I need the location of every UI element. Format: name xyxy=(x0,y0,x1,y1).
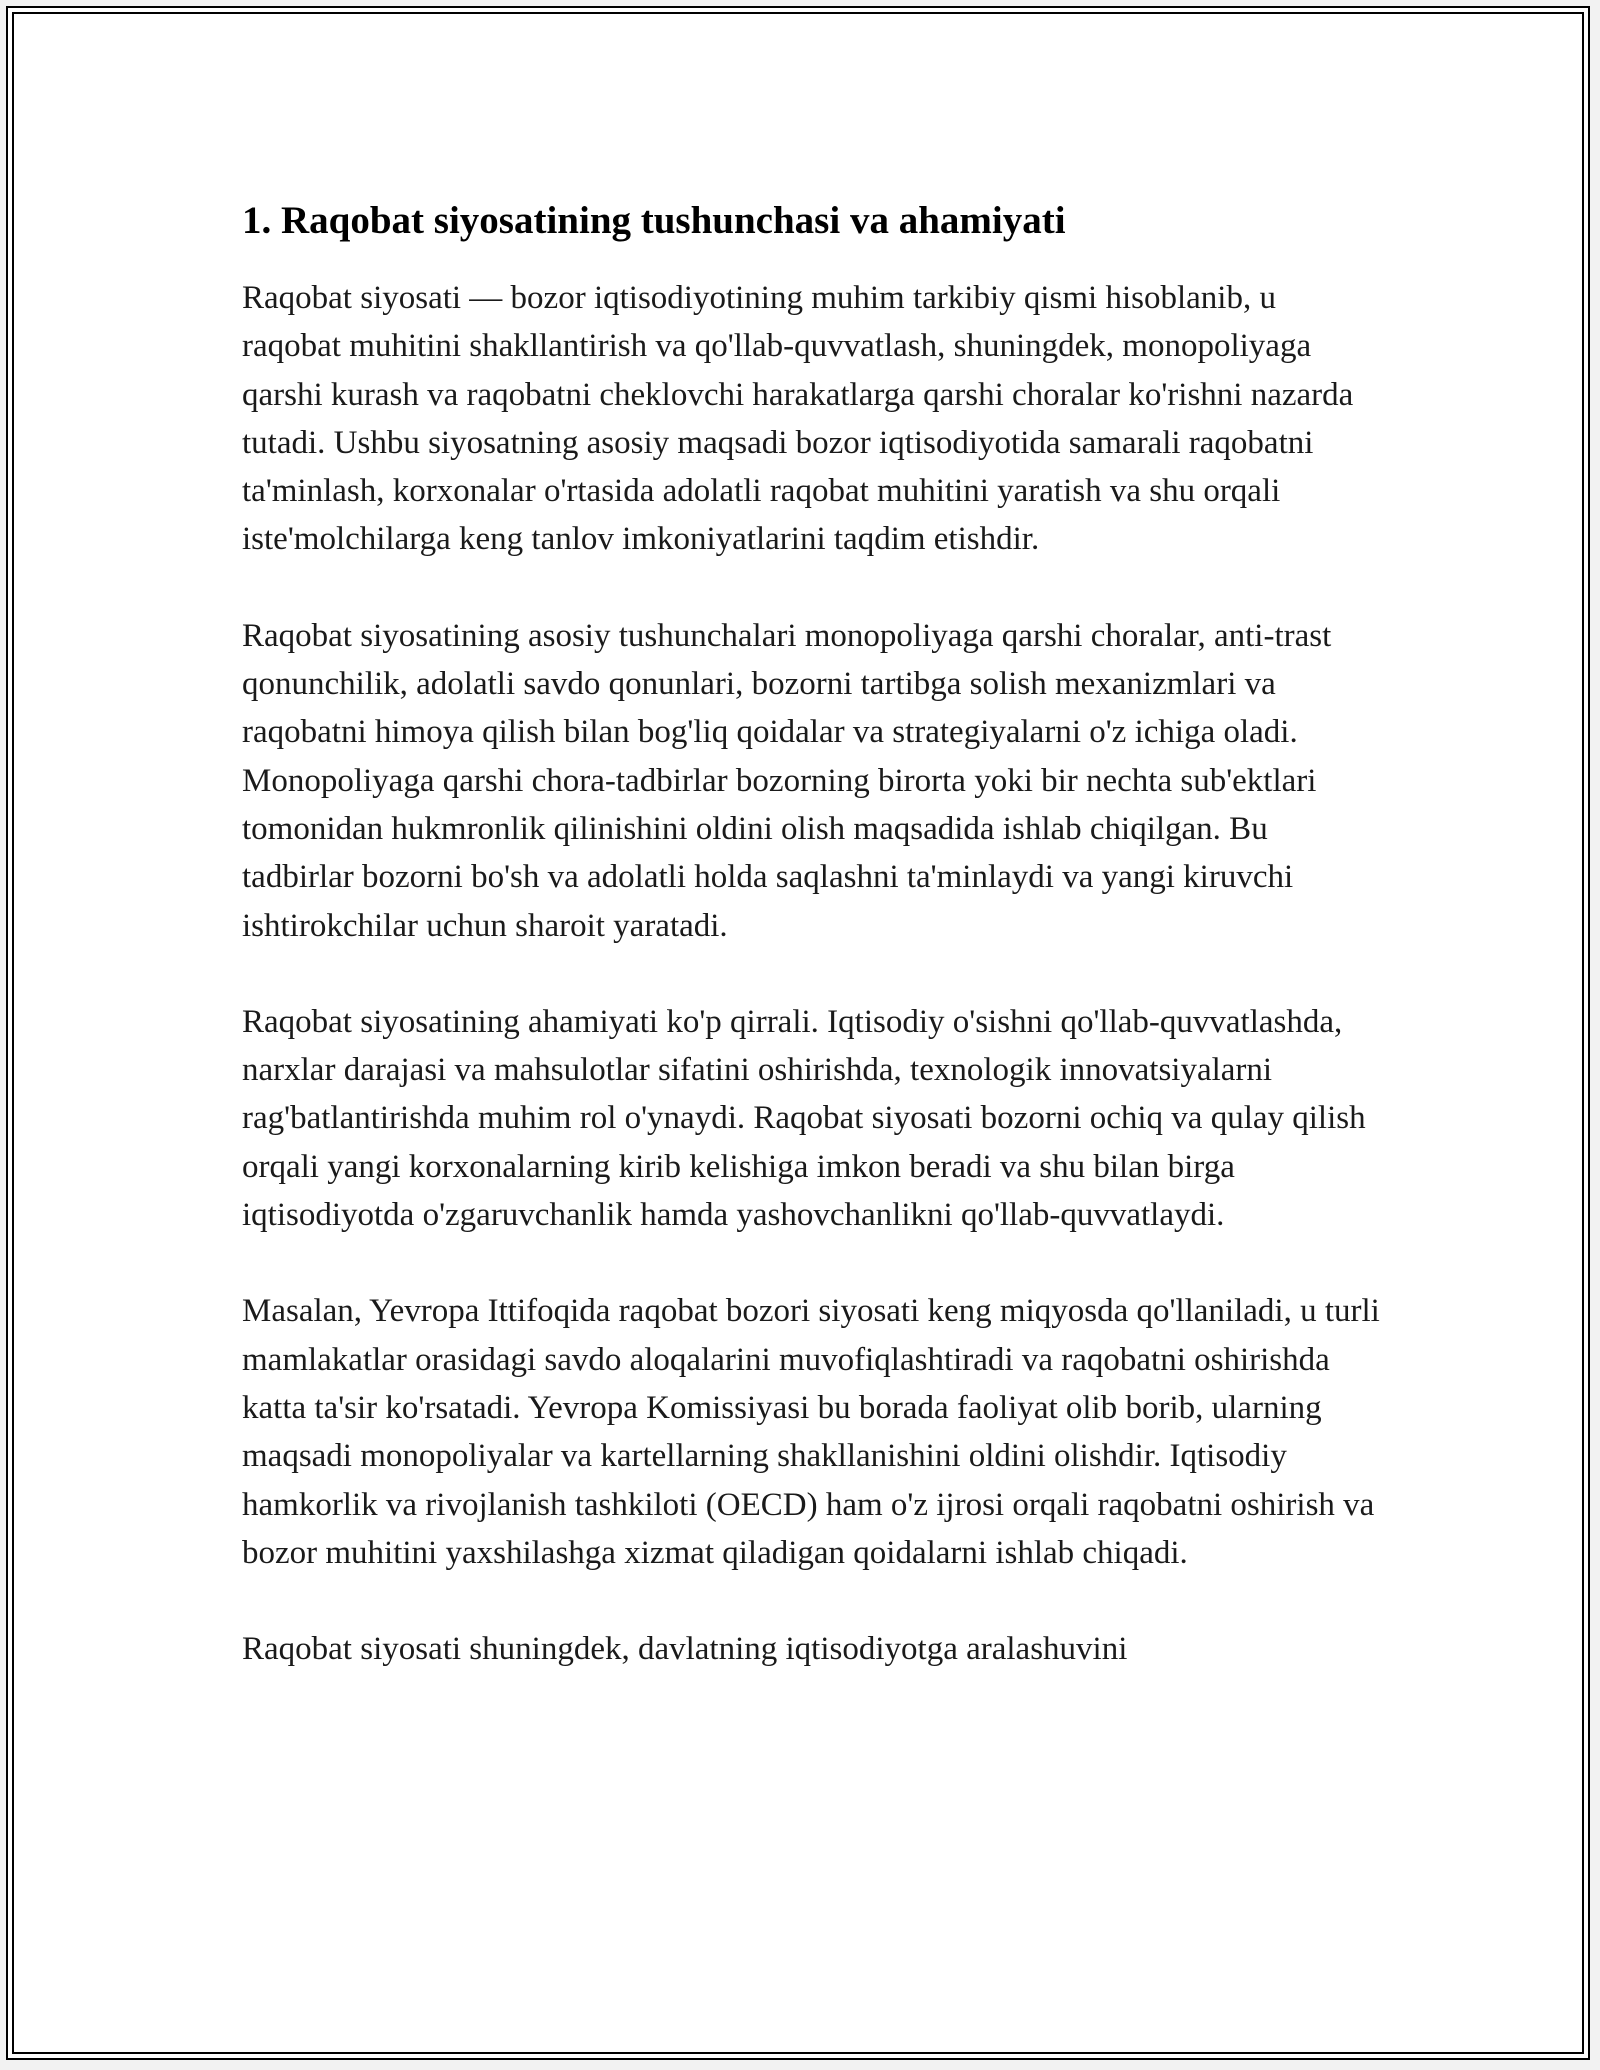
paragraph-definition: Raqobat siyosati — bozor iqtisodiyotining muhim tarkibiy qismi hisoblanib, u raqobat muhitini shakllantirish va qo'llab-quvvatlash, shuningdek, monopoliyaga qarshi kurash va raqobatni cheklovchi harakatlarga qarshi choralar ko'rishni nazarda tutadi. Ushbu siyosatning asosiy maqsadi bozor iqtisodiyotida samarali raqobatni ta'minlash, korxonalar o'rtasida adolatli raqobat muhitini yaratish va shu orqali iste'molchilarga keng tanlov imkoniyatlarini taqdim etishdir. xyxy=(242,280,1354,558)
section-heading: 1. Raqobat siyosatining tushunchasi va ahamiyati xyxy=(242,199,1066,242)
paragraph-concepts: Raqobat siyosatining asosiy tushunchalari monopoliyaga qarshi choralar, anti-trast qonunchilik, adolatli savdo qonunlari, bozorni tartibga solish mexanizmlari va raqobatni himoya qilish bilan bog'liq qoidalar va strategiyalarni o'z ichiga oladi. Monopoliyaga qarshi chora-tadbirlar bozorning birorta yoki bir nechta sub'ektlari tomonidan hukmronlik qilinishini oldini olish maqsadida ishlab chiqilgan. Bu tadbirlar bozorni bo'sh va adolatli holda saqlashni ta'minlaydi va yangi kiruvchi ishtirokchilar uchun sharoit yaratadi. xyxy=(242,617,1332,944)
document-body xyxy=(242,194,1382,1721)
page-border xyxy=(6,6,1590,2060)
paragraph-importance: Raqobat siyosatining ahamiyati ko'p qirrali. Iqtisodiy o'sishni qo'llab-quvvatlashda, narxlar darajasi va mahsulotlar sifatini oshirishda, texnologik innovatsiyalarni rag'batlantirishda muhim rol o'ynaydi. Raqobat siyosati bozorni ochiq va qulay qilish orqali yangi korxonalarning kirib kelishiga imkon beradi va shu bilan birga iqtisodiyotda o'zgaruvchanlik hamda yashovchanlikni qo'llab-quvvatlaydi. xyxy=(242,1003,1366,1234)
paragraph-continuation: Raqobat siyosati shuningdek, davlatning iqtisodiyotga aralashuvini xyxy=(242,1631,1128,1668)
paragraph-example: Masalan, Yevropa Ittifoqida raqobat bozori siyosati keng miqyosda qo'llaniladi, u turli mamlakatlar orasidagi savdo aloqalarini muvofiqlashtiradi va raqobatni oshirishda katta ta'sir ko'rsatadi. Yevropa Komissiyasi bu borada faoliyat olib borib, ularning maqsadi monopoliyalar va kartellarning shakllanishini oldini olishdir. Iqtisodiy hamkorlik va rivojlanish tashkiloti (OECD) ham o'z ijrosi orqali raqobatni oshirish va bozor muhitini yaxshilashga xizmat qiladigan qoidalarni ishlab chiqadi. xyxy=(242,1293,1380,1571)
